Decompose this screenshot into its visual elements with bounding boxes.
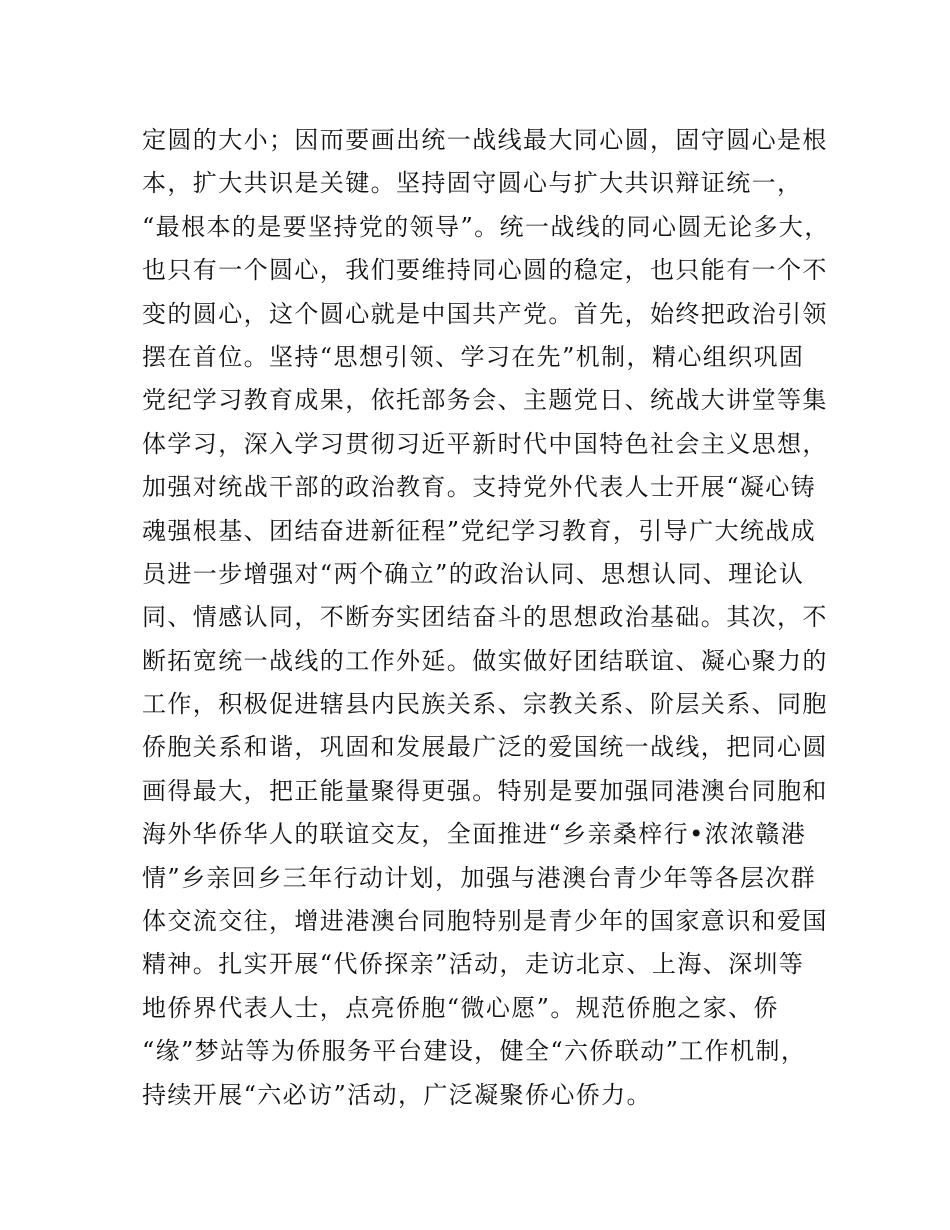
text-line: 情”乡亲回乡三年行动计划，加强与港澳台青少年等各层次群 xyxy=(142,863,817,892)
text-line: 同、情感认同，不断夯实团结奋斗的思想政治基础。其次，不 xyxy=(142,603,828,632)
text-line: 定圆的大小；因而要画出统一战线最大同心圆，固守圆心是根 xyxy=(142,126,828,154)
text-line: 党纪学习教育成果，依托部务会、主题党日、统战大讲堂等集 xyxy=(142,386,828,415)
text-line: 本，扩大共识是关键。坚持固守圆心与扩大共识辩证统一， xyxy=(142,169,803,198)
text-line: 海外华侨华人的联谊交友，全面推进“乡亲桑梓行•浓浓赣港 xyxy=(142,820,807,849)
text-line: 持续开展“六必访”活动，广泛凝聚侨心侨力。 xyxy=(142,1080,652,1109)
text-line: 画得最大，把正能量聚得更强。特别是要加强同港澳台同胞和 xyxy=(142,776,828,805)
text-line: 魂强根基、团结奋进新征程”党纪学习教育，引导广大统战成 xyxy=(142,516,817,545)
text-line: 摆在首位。坚持“思想引领、学习在先”机制，精心组织巩固 xyxy=(142,342,805,371)
text-line: 精神。扎实开展“代侨探亲”活动，走访北京、上海、深圳等 xyxy=(142,950,805,979)
document-body xyxy=(142,119,842,1117)
text-line: 体学习，深入学习贯彻习近平新时代中国特色社会主义思想， xyxy=(142,429,828,458)
text-line: 侨胞关系和谐，巩固和发展最广泛的爱国统一战线，把同心圆 xyxy=(142,733,828,762)
text-line: 体交流交往，增进港澳台同胞特别是青少年的国家意识和爱国 xyxy=(142,907,828,936)
text-line: 员进一步增强对“两个确立”的政治认同、思想认同、理论认 xyxy=(142,559,805,588)
text-line: 断拓宽统一战线的工作外延。做实做好团结联谊、凝心聚力的 xyxy=(142,646,828,675)
text-line: “最根本的是要坚持党的领导”。统一战线的同心圆无论多大， xyxy=(142,212,830,241)
text-line: 加强对统战干部的政治教育。支持党外代表人士开展“凝心铸 xyxy=(142,473,817,502)
text-line: 工作，积极促进辖县内民族关系、宗教关系、阶层关系、同胞 xyxy=(142,690,828,719)
text-line: “缘”梦站等为侨服务平台建设，健全“六侨联动”工作机制， xyxy=(142,1037,807,1066)
text-line: 变的圆心，这个圆心就是中国共产党。首先，始终把政治引领 xyxy=(142,299,828,328)
text-line: 也只有一个圆心，我们要维持同心圆的稳定，也只能有一个不 xyxy=(142,256,828,285)
text-line: 地侨界代表人士，点亮侨胞“微心愿”。规范侨胞之家、侨 xyxy=(142,993,779,1022)
